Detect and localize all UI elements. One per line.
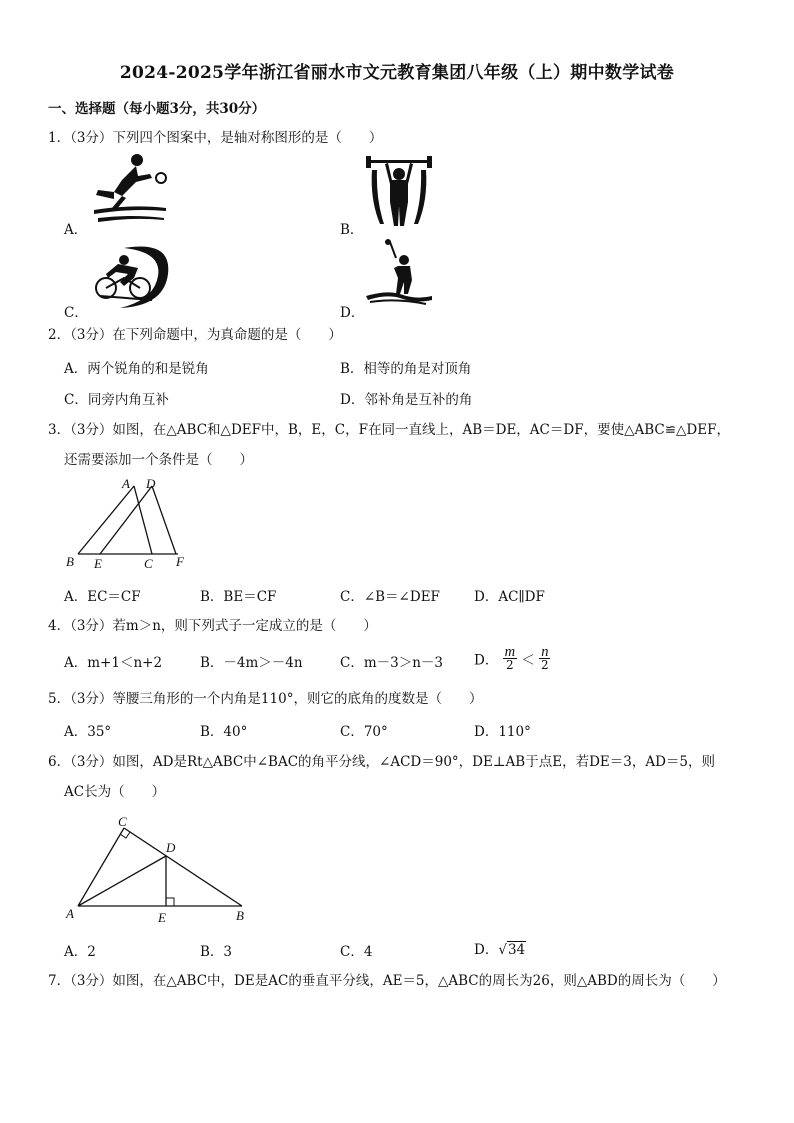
q4-option-c[interactable]: C．m－3＞n－3	[340, 655, 444, 671]
less-than-sign: ＜	[521, 652, 535, 669]
q3-triangle-figure	[60, 476, 200, 572]
q3-option-a[interactable]: A．EC＝CF	[64, 589, 141, 605]
q2-option-a[interactable]: A．两个锐角的和是锐角	[64, 361, 209, 377]
question-6-stem-line1: 6．（3分）如图，AD是Rt△ABC中∠BAC的角平分线，∠ACD＝90°，DE⊥AB于点E，若DE＝3，AD＝5，则	[48, 754, 716, 770]
question-3-stem-line1: 3．（3分）如图，在△ABC和△DEF中，B，E，C，F在同一直线上，AB＝DE，AC＝DF，要使△ABC≌△DEF，	[48, 422, 730, 438]
section-heading: 一、选择题（每小题3分，共30分）	[48, 101, 266, 117]
label-a: A	[66, 906, 74, 921]
segment-d-f	[152, 486, 176, 554]
fraction-n-over-2: $\frac{n}{2}$	[541, 644, 549, 672]
q4-option-d[interactable]	[474, 646, 550, 671]
label-c: C	[144, 556, 153, 571]
segment-a-c	[78, 828, 124, 906]
cyclist-pictogram	[94, 244, 174, 314]
label-c: C	[118, 814, 127, 829]
q6-option-d[interactable]	[474, 938, 526, 958]
fraction-m-over-2: $\frac{m}{2}$	[504, 644, 516, 672]
q2-option-b[interactable]: B．相等的角是对顶角	[340, 361, 472, 377]
q6-option-a[interactable]: A．2	[64, 944, 96, 960]
q6-option-c[interactable]: C．4	[340, 944, 373, 960]
q1-option-d[interactable]: D．	[340, 305, 365, 321]
volleyball-player-pictogram	[92, 152, 172, 226]
question-1-stem: 1．（3分）下列四个图案中，是轴对称图形的是（ ）	[48, 130, 383, 146]
segment-a-c	[134, 486, 152, 554]
question-6-stem-line2: AC长为（ ）	[64, 784, 166, 800]
label-a: A	[122, 476, 130, 491]
q3-option-d[interactable]: D．AC∥DF	[474, 589, 545, 605]
label-b: B	[236, 908, 244, 923]
question-7-stem: 7．（3分）如图，在△ABC中，DE是AC的垂直平分线，AE＝5，△ABC的周长为26，则△ABD的周长为（ ）	[48, 973, 726, 989]
weightlifter-pictogram	[366, 156, 432, 228]
question-5-stem: 5．（3分）等腰三角形的一个内角是110°，则它的底角的度数是（ ）	[48, 691, 483, 707]
label-e: E	[158, 910, 166, 925]
label-f: F	[176, 554, 184, 569]
q2-option-d[interactable]: D．邻补角是互补的角	[340, 392, 473, 408]
sqrt-symbol: √	[498, 942, 507, 958]
sqrt-radicand: 34	[507, 942, 526, 958]
label-d: D	[166, 840, 176, 855]
label-e: E	[94, 556, 102, 571]
q4-option-d-letter: D．	[474, 652, 499, 669]
q1-option-c[interactable]: C．	[64, 305, 88, 321]
q2-option-c[interactable]: C．同旁内角互补	[64, 392, 169, 408]
golfer-pictogram	[366, 238, 434, 308]
q3-option-c[interactable]: C．∠B＝∠DEF	[340, 589, 440, 605]
label-d: D	[146, 476, 156, 491]
q6-option-b[interactable]: B．3	[200, 944, 233, 960]
question-3-stem-line2: 还需要添加一个条件是（ ）	[64, 452, 253, 468]
q3-option-b[interactable]: B．BE＝CF	[200, 589, 277, 605]
q5-option-a[interactable]: A．35°	[64, 724, 112, 740]
segment-c-b	[124, 828, 242, 906]
q1-option-a[interactable]: A．	[64, 222, 88, 238]
q4-option-b[interactable]: B．－4m＞－4n	[200, 655, 303, 671]
question-2-stem: 2．（3分）在下列命题中，为真命题的是（ ）	[48, 327, 342, 343]
label-b: B	[66, 554, 74, 569]
segment-a-d	[78, 856, 166, 906]
question-4-stem: 4．（3分）若m＞n，则下列式子一定成立的是（ ）	[48, 618, 377, 634]
q1-option-b[interactable]: B．	[340, 222, 364, 238]
q6-option-d-letter: D．	[474, 942, 499, 958]
q5-option-b[interactable]: B．40°	[200, 724, 248, 740]
right-angle-mark-e	[166, 898, 174, 906]
q6-right-triangle-figure	[60, 812, 260, 928]
q4-option-a[interactable]: A．m+1＜n+2	[64, 655, 163, 671]
q5-option-d[interactable]: D．110°	[474, 724, 531, 740]
q5-option-c[interactable]: C．70°	[340, 724, 388, 740]
page-title: 2024-2025学年浙江省丽水市文元教育集团八年级（上）期中数学试卷	[119, 63, 675, 83]
